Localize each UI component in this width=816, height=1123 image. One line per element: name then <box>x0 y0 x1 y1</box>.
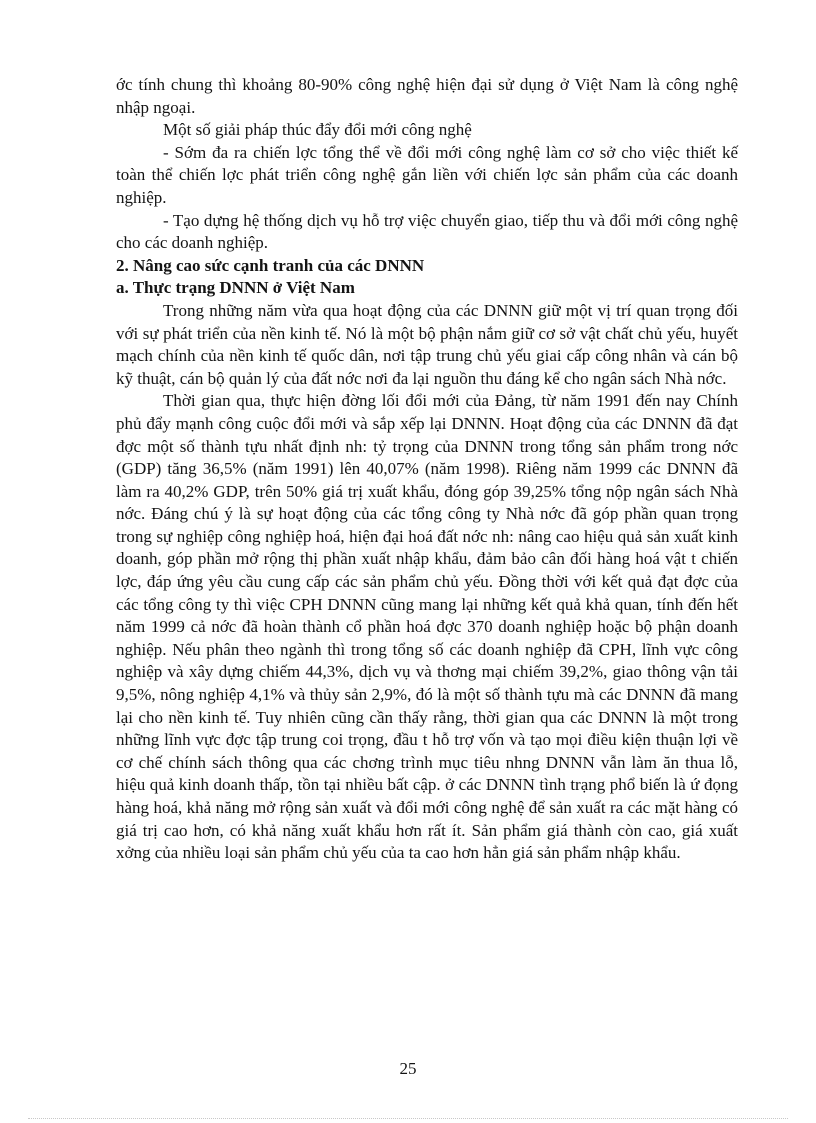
paragraph-body-2: Thời gian qua, thực hiện đờng lối đổi mới của Đảng, từ năm 1991 đến nay Chính phủ đẩy mạnh công cuộc đổi mới và sắp xếp lại DNNN. Hoạt động của các DNNN đã đạt đợc một số thành tựu nhất định nh: tỷ trọng của DNNN trong tổng sản phẩm trong nớc (GDP) tăng 36,5% (năm 1991) lên 40,07% (năm 1998). Riêng năm 1999 các DNNN đã làm ra 40,2% GDP, trên 50% giá trị xuất khẩu, đóng góp 39,25% tổng nộp ngân sách Nhà nớc. Đáng chú ý là sự hoạt động của các tổng công ty Nhà nớc đã góp phần quan trọng trong sự nghiệp công nghiệp hoá, hiện đại hoá đất nớc nh: nâng cao hiệu quả sản xuất kinh doanh, góp phần mở rộng thị phần xuất nhập khẩu, đảm bảo cân đối hàng hoá vật t chiến lợc, đáp ứng yêu cầu cung cấp các sản phẩm chủ yếu. Đồng thời với kết quả đạt đợc của các tổng công ty thì việc CPH DNNN cũng mang lại những kết quả khả quan, tính đến hết năm 1999 cả nớc đã hoàn thành cổ phần hoá đợc 370 doanh nghiệp hoặc bộ phận doanh nghiệp. Nếu phân theo ngành thì trong tổng số các doanh nghiệp đã CPH, lĩnh vực công nghiệp và xây dựng chiếm 44,3%, dịch vụ và thơng mại chiếm 39,2%, giao thông vận tải 9,5%, nông nghiệp 4,1% và thủy sản 2,9%, đó là một số thành tựu mà các DNNN đã mang lại cho nền kinh tế. Tuy nhiên cũng cần thấy rằng, thời gian qua các DNNN là một trong những lĩnh vực đợc tập trung coi trọng, đầu t hỗ trợ vốn và tạo mọi điều kiện thuận lợi về cơ chế chính sách thông qua các chơng trình mục tiêu nhng DNNN vẫn làm ăn thua lỗ, hiệu quả kinh doanh thấp, tồn tại nhiều bất cập. ở các DNNN tình trạng phổ biến là ứ đọng hàng hoá, khả năng mở rộng sản xuất và đổi mới công nghệ để sản xuất ra các mặt hàng có giá trị cao hơn, có khả năng xuất khẩu hơn rất ít. Sản phẩm giá thành còn cao, giá xuất xởng của nhiều loại sản phẩm chủ yếu của ta cao hơn hẳn giá sản phẩm nhập khẩu. <box>116 391 738 863</box>
paragraph-solutions-intro: Một số giải pháp thúc đẩy đổi mới công nghệ <box>163 120 472 140</box>
paragraph-body-1: Trong những năm vừa qua hoạt động của các DNNN giữ một vị trí quan trọng đối với sự phát triển của nền kinh tế. Nó là một bộ phận nắm giữ cơ sở vật chất chủ yếu, huyết mạch chính của nền kinh tế quốc dân, nơi tập trung chủ yếu giai cấp công nhân và cán bộ kỹ thuật, cán bộ quản lý của đất nớc nơi đa lại nguồn thu đáng kể cho ngân sách Nhà nớc. <box>116 300 738 388</box>
section-heading: 2. Nâng cao sức cạnh tranh của các DNNN <box>116 255 425 275</box>
document-page <box>116 74 738 865</box>
paragraph-continuation: ớc tính chung thì khoảng 80-90% công nghệ hiện đại sử dụng ở Việt Nam là công nghệ nhập ngoại. <box>116 75 738 117</box>
footer-divider <box>28 1118 788 1119</box>
page-number: 25 <box>399 1059 417 1078</box>
paragraph-solution-2: - Tạo dựng hệ thống dịch vụ hỗ trợ việc chuyển giao, tiếp thu và đổi mới công nghệ cho các doanh nghiệp. <box>116 210 738 253</box>
subsection-heading: a. Thực trạng DNNN ở Việt Nam <box>116 278 355 298</box>
paragraph-solution-1: - Sớm đa ra chiến lợc tổng thể về đổi mới công nghệ làm cơ sở cho việc thiết kế toàn thể chiến lợc phát triển công nghệ gắn liền với chiến lợc sản phẩm của các doanh nghiệp. <box>116 142 738 207</box>
